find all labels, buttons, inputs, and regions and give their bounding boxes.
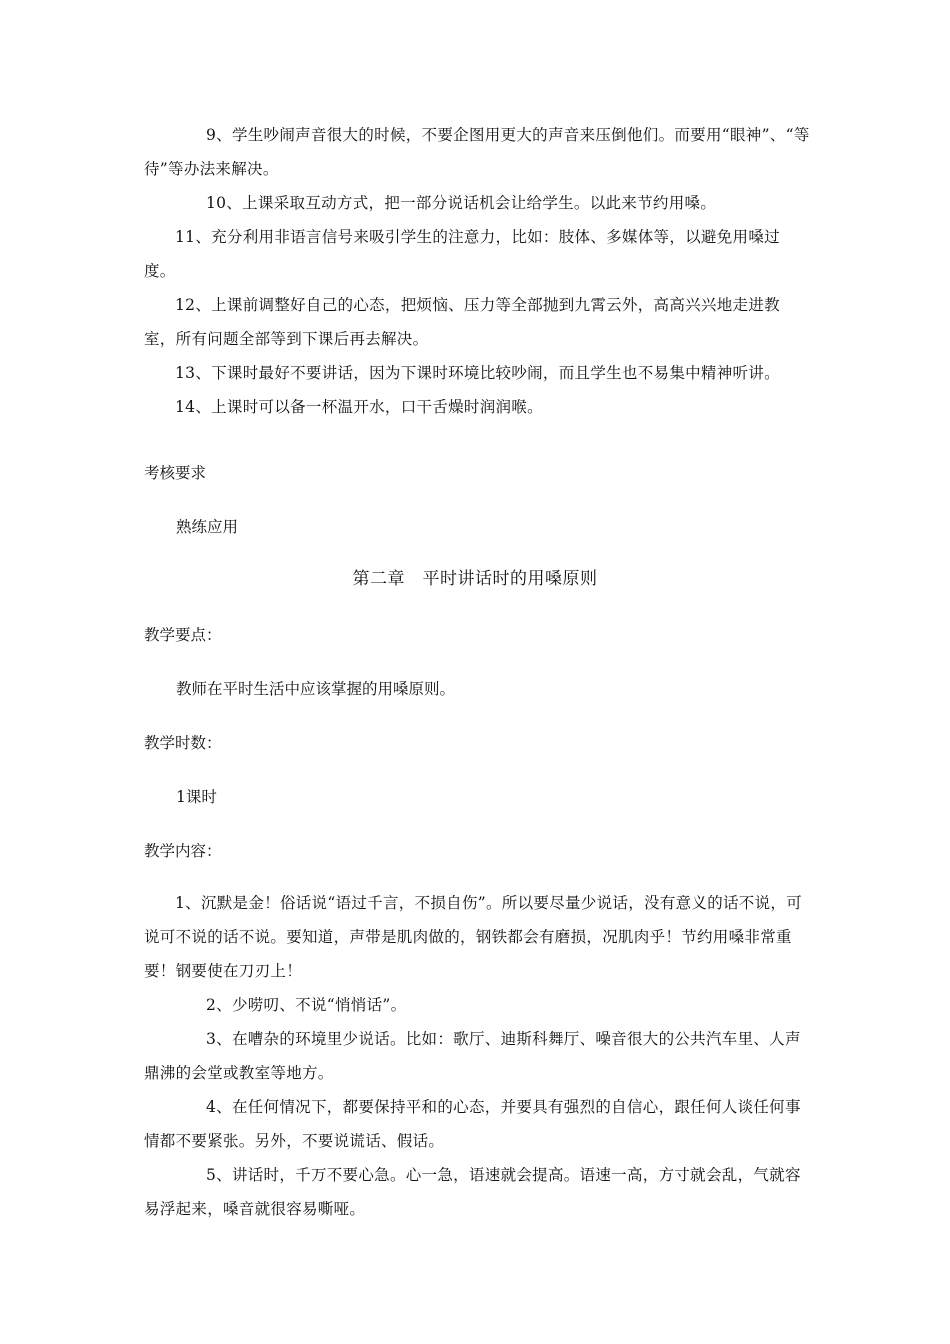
paragraph-item-12: 12、上课前调整好自己的心态，把烦恼、压力等全部抛到九霄云外，高高兴兴地走进教室，所有问题全部等到下课后再去解决。: [144, 296, 780, 348]
paragraph-item-10: 10、上课采取互动方式，把一部分说话机会让给学生。以此来节约用嗓。: [206, 194, 717, 212]
paragraph-item-9: 9、学生吵闹声音很大的时候，不要企图用更大的声音来压倒他们。而要用“眼神”、“等待”等办法来解决。: [144, 126, 810, 178]
paragraph-content-4: 4、在任何情况下，都要保持平和的心态，并要具有强烈的自信心，跟任何人谈任何事情都不要紧张。另外，不要说谎话、假话。: [144, 1098, 801, 1150]
paragraph-content-5: 5、讲话时，千万不要心急。心一急，语速就会提高。语速一高，方寸就会乱，气就容易浮起来，嗓音就很容易嘶哑。: [144, 1166, 801, 1218]
hours-body: 1课时: [176, 788, 217, 806]
assessment-body: 熟练应用: [176, 518, 239, 536]
paragraph-content-2: 2、少唠叨、不说“悄悄话”。: [206, 996, 407, 1014]
paragraph-item-13: 13、下课时最好不要讲话，因为下课时环境比较吵闹，而且学生也不易集中精神听讲。: [175, 364, 780, 382]
chapter-title: 第二章 平时讲话时的用嗓原则: [352, 569, 598, 589]
paragraph-item-11: 11、充分利用非语言信号来吸引学生的注意力，比如：肢体、多媒体等，以避免用嗓过度。: [144, 228, 780, 280]
key-points-body: 教师在平时生活中应该掌握的用嗓原则。: [176, 680, 456, 698]
assessment-heading: 考核要求: [144, 464, 207, 482]
key-points-heading: 教学要点：: [144, 626, 222, 644]
paragraph-content-3: 3、在嘈杂的环境里少说话。比如：歌厅、迪斯科舞厅、噪音很大的公共汽车里、人声鼎沸的会堂或教室等地方。: [144, 1030, 801, 1082]
paragraph-item-14: 14、上课时可以备一杯温开水，口干舌燥时润润喉。: [175, 398, 543, 416]
hours-heading: 教学时数：: [144, 734, 222, 752]
content-heading: 教学内容：: [144, 842, 222, 860]
paragraph-content-1: 1、沉默是金！俗话说“语过千言，不损自伤”。所以要尽量少说话，没有意义的话不说，可说可不说的话不说。要知道，声带是肌肉做的，钢铁都会有磨损，况肌肉乎！节约用嗓非常重要！钢要使在刀刃上！: [144, 894, 803, 980]
